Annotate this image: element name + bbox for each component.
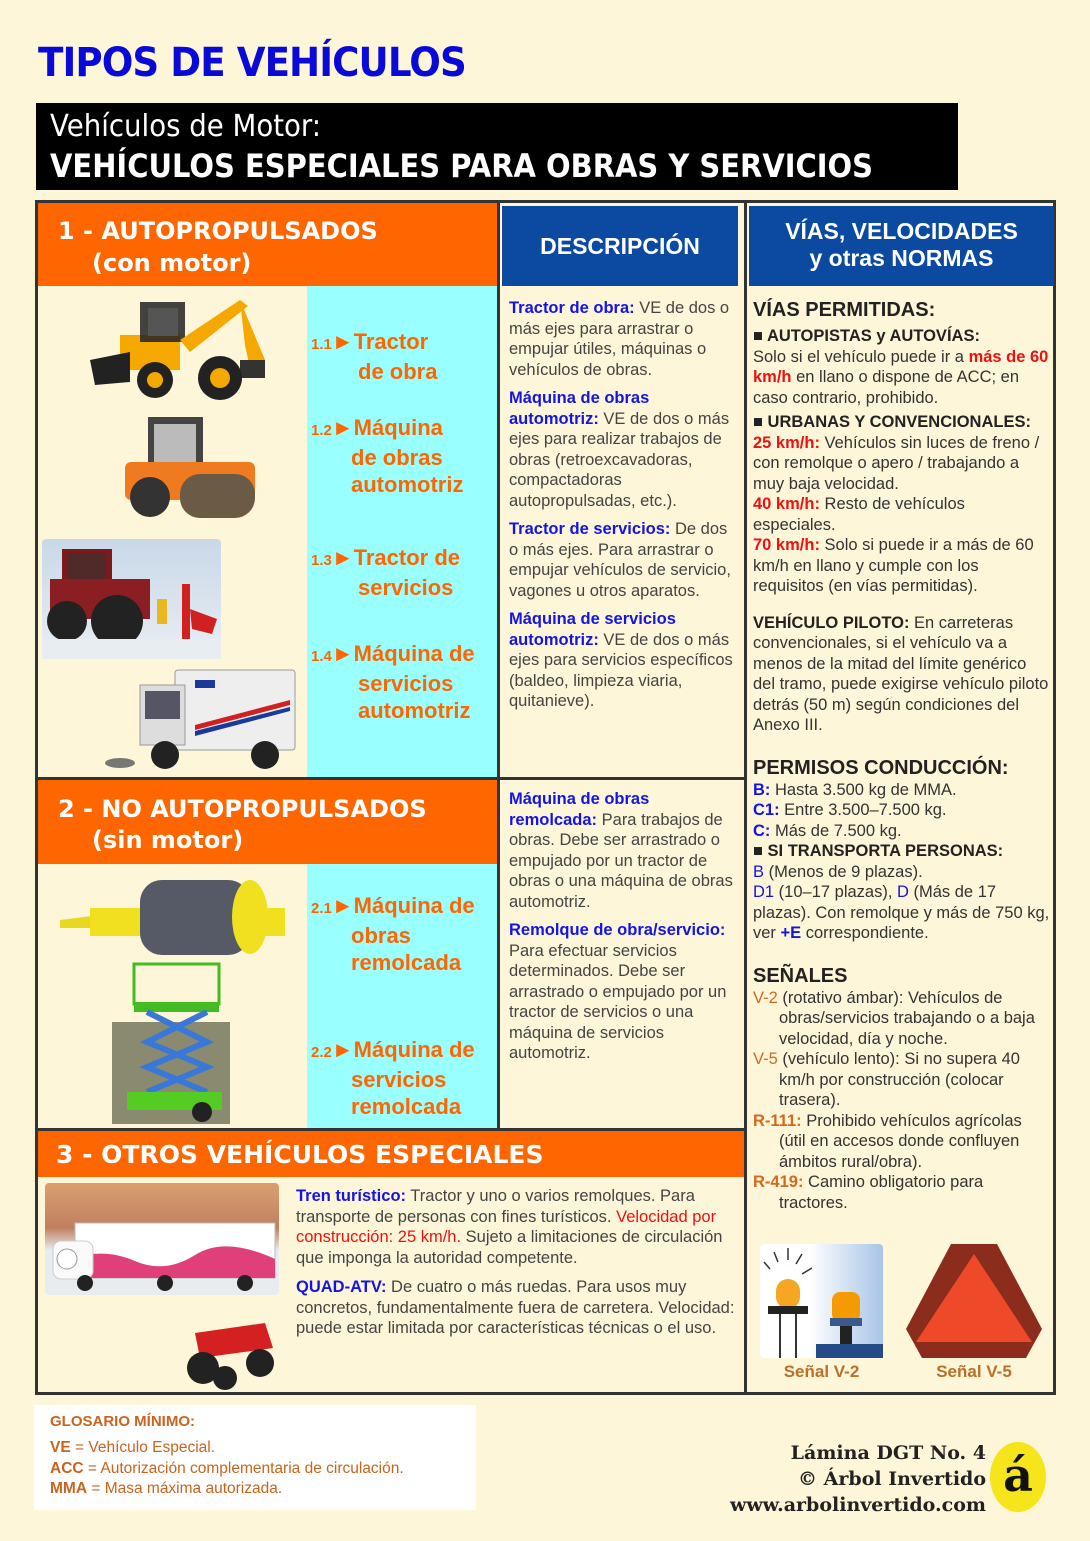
arrow-right-icon: ►: [331, 545, 354, 570]
desc-entry: Máquina de obras remolcada: Para trabajos de obras. Debe ser arrastrado o empujado por un tractor de obras o una máquina de obras automotriz.: [509, 790, 733, 911]
quad-atv-entry: QUAD-ATV: De cuatro o más ruedas. Para usos muy concretos, fundamentalmente fuera de carretera. Velocidad: puede estar limitada por características técnicas o el uso.: [296, 1278, 735, 1337]
quad-atv-image: [185, 1308, 277, 1392]
arrow-right-icon: ►: [331, 415, 354, 440]
section1-subtitle: (con motor): [92, 249, 252, 277]
item-1-2: 1.2►Máquina de obras automotriz: [311, 415, 464, 497]
sign-v2-image: [760, 1244, 883, 1358]
description-list-1: [509, 298, 741, 720]
section3-text: [296, 1186, 736, 1339]
item-1-4: 1.4►Máquina de servicios automotriz: [311, 641, 475, 723]
senal-entry: V-5 (vehículo lento): Si no supera 40 km/h por construcción (colocar trasera).: [753, 1050, 1020, 1109]
sign-v5-image: [906, 1244, 1042, 1358]
speed-entry: 70 km/h: Solo si puede ir a más de 60 km/h en llano y cumple con los requisitos (en vías permitidas).: [753, 536, 1034, 595]
snowplow-tractor-image: [42, 539, 221, 659]
permiso-entry: B: Hasta 3.500 kg de MMA.: [753, 780, 957, 799]
section1-header: [38, 203, 497, 286]
credits: Lámina DGT No. 4 © Árbol Invertido www.arbolinvertido.com: [690, 1440, 986, 1518]
desc-entry: Tractor de servicios: De dos o más ejes. Para arrastrar o empujar vehículos de servicio, vagones u otros aparatos.: [509, 520, 731, 600]
senal-entry: R-419: Camino obligatorio para tractores.: [753, 1173, 984, 1212]
arrow-right-icon: ►: [331, 893, 354, 918]
sign-v5-label: Señal V-5: [936, 1362, 1012, 1381]
item-2-2: 2.2►Máquina de servicios remolcada: [311, 1037, 475, 1119]
towed-roller-image: [60, 870, 290, 955]
arrow-right-icon: ►: [331, 329, 354, 354]
norms-content: [753, 298, 1050, 1213]
glossary-panel: [34, 1405, 476, 1510]
glossary-entry: MMA = Masa máxima autorizada.: [50, 1480, 283, 1497]
glossary-entry: ACC = Autorización complementaria de circulación.: [50, 1459, 404, 1477]
personas-d: D1 (10–17 plazas), D (Más de 17 plazas). Con remolque y más de 750 kg, ver +E correspondiente.: [753, 883, 1050, 942]
section2-subtitle: (sin motor): [92, 826, 244, 854]
section3-header: [38, 1131, 744, 1177]
senales-title: SEÑALES: [753, 964, 848, 987]
permisos-title: PERMISOS CONDUCCIÓN:: [753, 756, 1009, 779]
arrow-right-icon: ►: [331, 1037, 354, 1062]
rotating-beacon-icon: [760, 1244, 883, 1358]
item-1-3: 1.3►Tractor de servicios: [311, 545, 461, 600]
glossary-entry: VE = Vehículo Especial.: [50, 1439, 216, 1456]
item-1-1: 1.1►Tractor de obra: [311, 329, 438, 384]
norms-header: VÍAS, VELOCIDADES y otras NORMAS: [749, 206, 1054, 286]
personas-title: ■ SI TRANSPORTA PERSONAS:: [753, 842, 1004, 860]
section1-title: 1 - AUTOPROPULSADOS: [58, 217, 378, 245]
glossary-list: [50, 1438, 404, 1500]
divider-left: [497, 202, 500, 1130]
page-banner: [36, 103, 958, 190]
road-roller-image: [110, 412, 260, 520]
divider-right: [744, 202, 747, 1394]
tourist-train-image: [45, 1183, 279, 1295]
section2-title: 2 - NO AUTOPROPULSADOS: [58, 795, 427, 823]
sign-v2-label: Señal V-2: [783, 1362, 860, 1381]
tren-turistico-entry: Tren turístico: Tractor y uno o varios remolques. Para transporte de personas con fines turísticos. Velocidad por construcción: 25 km/h. Sujeto a limitaciones de circulación que imponga la autoridad competente.: [296, 1187, 723, 1267]
item-2-1: 2.1►Máquina de obras remolcada: [311, 893, 475, 975]
slow-vehicle-triangle-icon: [906, 1244, 1042, 1358]
glossary-title: GLOSARIO MÍNIMO:: [50, 1413, 195, 1430]
banner-subtitle: Vehículos de Motor:: [50, 109, 322, 144]
speed-entry: 25 km/h: Vehículos sin luces de freno / con remolque o apero / trabajando a muy baja velocidad.: [753, 433, 1040, 493]
backhoe-loader-image: [90, 290, 280, 405]
section2-header: [38, 780, 497, 864]
vehiculo-piloto-entry: VEHÍCULO PILOTO: En carreteras convencionales, si el vehículo va a menos de la mitad del límite genérico del tramo, puede exigirse vehículo piloto detrás (50 m) según condiciones del Anexo III.: [753, 613, 1049, 734]
desc-entry: Máquina de servicios automotriz: VE de dos o más ejes para servicios específicos (baldeo, limpieza viaria, quitanieve).: [509, 610, 733, 710]
logo-letter-icon: á: [1003, 1448, 1033, 1502]
permiso-entry: C1: Entre 3.500–7.500 kg.: [753, 801, 947, 819]
personas-b: B (Menos de 9 plazas).: [753, 862, 923, 881]
senal-entry: V-2 (rotativo ámbar): Vehículos de obras/servicios trabajando o a baja velocidad, día y noche.: [753, 988, 1035, 1048]
permiso-entry: C: Más de 7.500 kg.: [753, 821, 902, 840]
section3-title: 3 - OTROS VEHÍCULOS ESPECIALES: [56, 1140, 544, 1169]
website-link[interactable]: www.arbolinvertido.com: [729, 1494, 986, 1516]
banner-title: VEHÍCULOS ESPECIALES PARA OBRAS Y SERVICIOS: [50, 147, 874, 185]
desc-entry: Remolque de obra/servicio: Para efectuar servicios determinados. Debe ser arrastrado o empujado por un tractor de servicios o una máquina de servicios automotriz.: [509, 921, 727, 1062]
description-list-2: [509, 789, 741, 1072]
scissor-lift-trailer-image: [112, 962, 230, 1124]
autopistas-text: Solo si el vehículo puede ir a más de 60 km/h en llano o dispone de ACC; en caso contrario, prohibido.: [753, 347, 1049, 407]
desc-entry: Tractor de obra: VE de dos o más ejes para arrastrar o empujar útiles, máquinas o vehículos de obras.: [509, 299, 730, 379]
vias-permitidas-title: VÍAS PERMITIDAS:: [753, 299, 936, 321]
senal-entry: R-111: Prohibido vehículos agrícolas (útil en accesos donde confluyen ámbitos rural/obra).: [753, 1111, 1022, 1171]
urbanas-title: ■ URBANAS Y CONVENCIONALES:: [753, 413, 1031, 431]
speed-entry: 40 km/h: Resto de vehículos especiales.: [753, 495, 965, 534]
arrow-right-icon: ►: [331, 641, 354, 666]
arbol-invertido-logo: [990, 1442, 1046, 1512]
desc-entry: Máquina de obras automotriz: VE de dos o más ejes para realizar trabajos de obras (retroexcavadoras, compactadoras autopropulsadas, etc.).: [509, 389, 730, 510]
description-header: DESCRIPCIÓN: [502, 206, 738, 286]
page-title: TIPOS DE VEHÍCULOS: [38, 40, 466, 86]
street-sweeper-image: [105, 665, 300, 775]
autopistas-title: ■ AUTOPISTAS y AUTOVÍAS:: [753, 327, 980, 345]
